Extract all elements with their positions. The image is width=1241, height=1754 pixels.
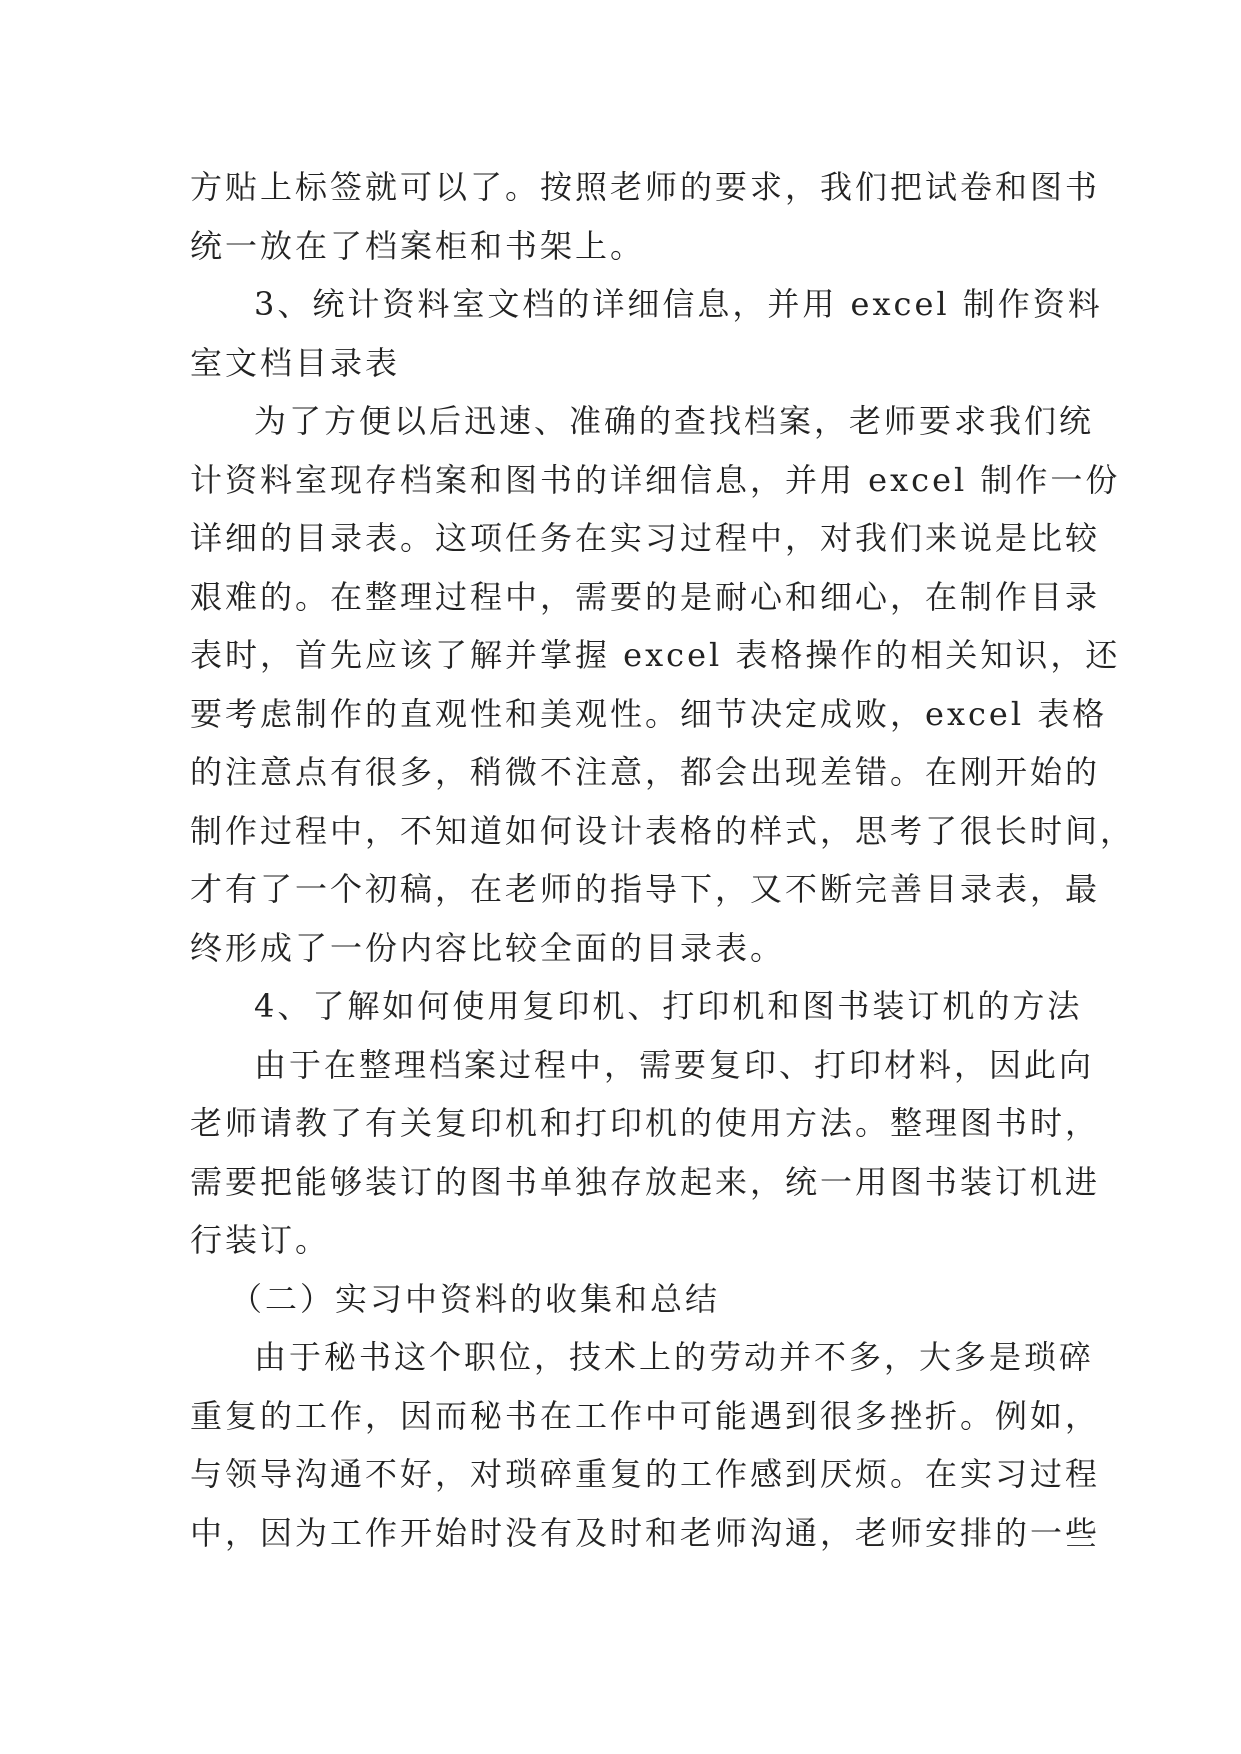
paragraph-line: 行装订。 xyxy=(190,1221,331,1259)
section-heading: 4、了解如何使用复印机、打印机和图书装订机的方法 xyxy=(254,987,1083,1025)
section-heading: 3、统计资料室文档的详细信息，并用 excel 制作资料 xyxy=(254,285,1103,323)
paragraph-line: 才有了一个初稿，在老师的指导下，又不断完善目录表，最 xyxy=(190,870,1101,908)
paragraph-line: 计资料室现存档案和图书的详细信息，并用 excel 制作一份 xyxy=(190,460,1121,499)
paragraph-line: 需要把能够装订的图书单独存放起来，统一用图书装订机进 xyxy=(190,1162,1101,1201)
paragraph-line: 制作过程中，不知道如何设计表格的样式，思考了很长时间， xyxy=(190,811,1136,850)
subsection-heading: （二）实习中资料的收集和总结 xyxy=(230,1279,721,1318)
paragraph-line: 表时，首先应该了解并掌握 excel 表格操作的相关知识，还 xyxy=(190,636,1121,674)
body-text xyxy=(190,158,1136,1562)
paragraph-line: 中，因为工作开始时没有及时和老师沟通，老师安排的一些 xyxy=(190,1513,1101,1552)
paragraph-line: 老师请教了有关复印机和打印机的使用方法。整理图书时， xyxy=(190,1104,1101,1142)
paragraph-line: 由于秘书这个职位，技术上的劳动并不多，大多是琐碎 xyxy=(254,1338,1095,1376)
paragraph-line: 要考虑制作的直观性和美观性。细节决定成败，excel 表格 xyxy=(190,694,1108,733)
paragraph-line: 方贴上标签就可以了。按照老师的要求，我们把试卷和图书 xyxy=(190,168,1101,206)
paragraph-line: 终形成了一份内容比较全面的目录表。 xyxy=(190,928,786,967)
paragraph-line: 与领导沟通不好，对琐碎重复的工作感到厌烦。在实习过程 xyxy=(190,1455,1101,1493)
paragraph-line: 艰难的。在整理过程中，需要的是耐心和细心，在制作目录 xyxy=(190,577,1101,616)
paragraph-line: 统一放在了档案柜和书架上。 xyxy=(190,226,646,265)
paragraph-line: 重复的工作，因而秘书在工作中可能遇到很多挫折。例如， xyxy=(190,1396,1101,1435)
section-heading-continued: 室文档目录表 xyxy=(190,343,401,382)
paragraph-line: 由于在整理档案过程中，需要复印、打印材料，因此向 xyxy=(254,1045,1095,1084)
paragraph-line: 详细的目录表。这项任务在实习过程中，对我们来说是比较 xyxy=(190,519,1101,557)
paragraph-line: 的注意点有很多，稍微不注意，都会出现差错。在刚开始的 xyxy=(190,753,1101,791)
paragraph-line: 为了方便以后迅速、准确的查找档案，老师要求我们统 xyxy=(254,402,1095,440)
